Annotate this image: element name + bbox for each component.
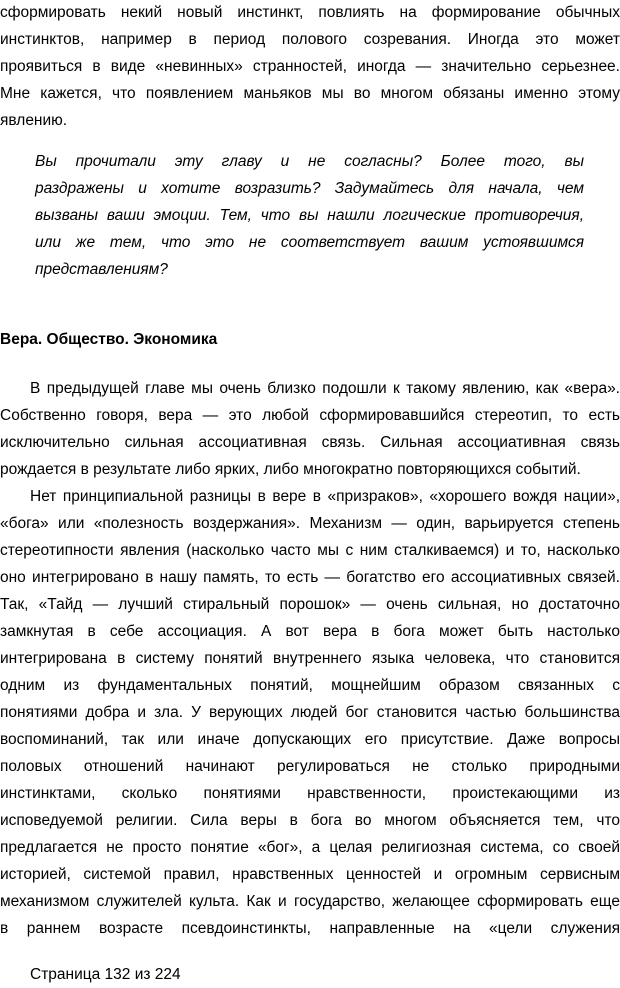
text-line: Мне кажется, что появлением маньяков мы во многом обязаны именно этому xyxy=(0,85,620,102)
page-footer: Страница 132 из 224 xyxy=(30,966,181,983)
quote-line: Вы прочитали эту главу и не согласны? Более того, вы xyxy=(35,153,584,170)
text-line: в раннем возрасте псевдоинстинкты, направленные на «цели служения xyxy=(0,920,620,937)
text-line: предлагается не просто понятие «бог», а целая религиозная система, со своей xyxy=(0,839,620,856)
text-line: интегрирована в систему понятий внутреннего языка человека, что становится xyxy=(0,650,620,667)
text-line: «бога» или «полезность воздержания». Механизм — один, варьируется степень xyxy=(0,515,620,532)
text-line: воспоминаний, так или иначе допускающих его присутствие. Даже вопросы xyxy=(0,731,620,748)
text-line: сформировать некий новый инстинкт, повлиять на формирование обычных xyxy=(0,4,620,21)
text-line: рождается в результате либо ярких, либо многократно повторяющихся событий. xyxy=(0,461,581,478)
text-line: Нет принципиальной разницы в вере в «призраков», «хорошего вождя нации», xyxy=(30,488,620,505)
text-line: инстинктов, например в период полового созревания. Иногда это может xyxy=(0,31,620,48)
text-line: историей, системой правил, нравственных ценностей и огромным сервисным xyxy=(0,866,620,883)
text-line: понятиями добра и зла. У верующих людей бог становится частью большинства xyxy=(0,704,620,721)
text-line: одним из фундаментальных понятий, мощнейшим образом связанных с xyxy=(0,677,620,694)
text-line: половых отношений начинают регулироваться не столько природными xyxy=(0,758,620,775)
quote-line: представлениям? xyxy=(35,261,168,278)
text-line: замкнутая в себе ассоциация. А вот вера в бога может быть настолько xyxy=(0,623,620,640)
quote-line: раздражены и хотите возразить? Задумайтесь для начала, чем xyxy=(35,180,584,197)
text-line: Так, «Тайд — лучший стиральный порошок» — очень сильная, но достаточно xyxy=(0,596,620,613)
text-line: инстинктами, сколько понятиями нравственности, проистекающими из xyxy=(0,785,620,802)
text-line: Собственно говоря, вера — это любой сформировавшийся стереотип, то есть xyxy=(0,407,620,424)
text-line: В предыдущей главе мы очень близко подошли к такому явлению, как «вера». xyxy=(30,380,620,397)
quote-line: или же тем, что это не соответствует вашим устоявшимся xyxy=(35,234,584,251)
text-line: исключительно сильная ассоциативная связь. Сильная ассоциативная связь xyxy=(0,434,620,451)
text-line: механизмом служителей культа. Как и государство, желающее сформировать еще xyxy=(0,893,620,910)
text-line: стереотипности явления (насколько часто мы с ним сталкиваемся) и то, насколько xyxy=(0,542,620,559)
text-line: проявиться в виде «невинных» странностей, иногда — значительно серьезнее. xyxy=(0,58,620,75)
text-line: оно интегрировано в нашу память, то есть — богатство его ассоциативных связей. xyxy=(0,569,620,586)
text-line: исповедуемой религии. Сила веры в бога во многом объясняется тем, что xyxy=(0,812,620,829)
text-line: явлению. xyxy=(0,112,68,129)
quote-line: вызваны ваши эмоции. Тем, что вы нашли логические противоречия, xyxy=(35,207,584,224)
section-heading: Вера. Общество. Экономика xyxy=(0,331,218,348)
